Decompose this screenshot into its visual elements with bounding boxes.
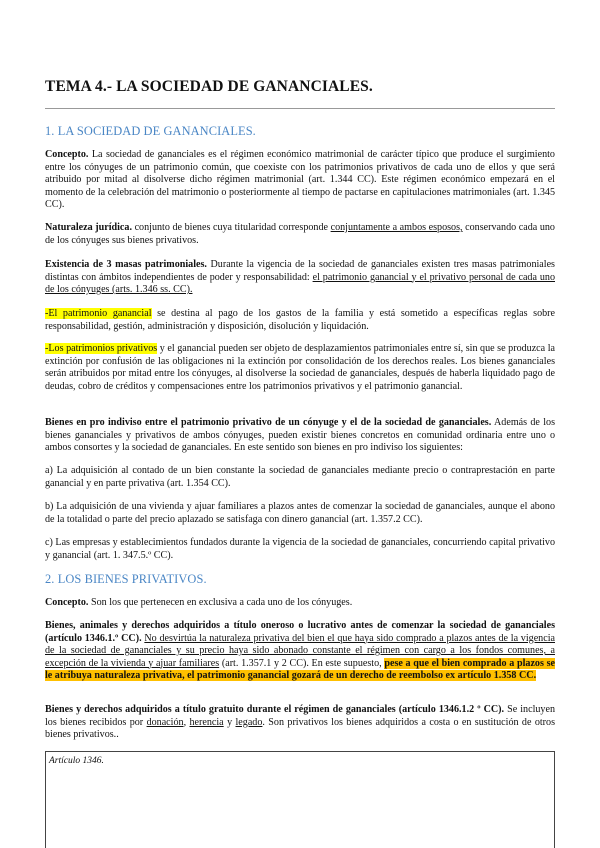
ganancial-highlight: -El patrimonio ganancial bbox=[45, 308, 152, 319]
naturaleza-label: Naturaleza jurídica. bbox=[45, 222, 132, 233]
concepto-label: Concepto. bbox=[45, 149, 89, 160]
title-divider bbox=[45, 108, 555, 109]
privativos-highlight: -Los patrimonios privativos bbox=[45, 343, 158, 354]
paragraph-naturaleza bbox=[45, 222, 555, 247]
onerosos-text: (art. 1.357.1 y 2 CC). En este supuesto, bbox=[221, 657, 382, 669]
gratuito-separator-2: y bbox=[227, 716, 233, 728]
onerosos-highlight: pese a que el bien comprado a plazos se le atribuya naturaleza privativa, el patrimonio ganancial gozará de un derecho de reembolso ex artículo 1.358 CC. bbox=[45, 657, 555, 681]
paragraph-proindiviso bbox=[45, 417, 555, 455]
paragraph-concepto bbox=[45, 149, 555, 212]
naturaleza-text-2: conservando cada uno de los cónyuges sus bienes privativos. bbox=[45, 222, 555, 246]
paragraph-patrimonios-privativos bbox=[45, 343, 555, 393]
naturaleza-underline: conjuntamente a ambos esposos, bbox=[330, 222, 463, 233]
paragraph-existencia bbox=[45, 259, 555, 297]
existencia-underline: el patrimonio ganancial y el privativo personal de cada uno de los cónyuges (arts. 1.346 ss. CC). bbox=[45, 271, 555, 295]
existencia-text: Durante la vigencia de la sociedad de gananciales existen tres masas patrimoniales distintas con ámbitos independientes de poder y responsabilidad: bbox=[45, 259, 555, 283]
page-title: TEMA 4.- LA SOCIEDAD DE GANANCIALES. bbox=[45, 78, 373, 95]
article-quote-label: Artículo 1346. bbox=[49, 756, 104, 766]
ganancial-text: se destina al pago de los gastos de la familia y está sometido a específicas reglas sobre responsabilidad, gestión, administración y disposición, disolución y liquidación. bbox=[45, 308, 556, 332]
section-heading-privativos: 2. LOS BIENES PRIVATIVOS. bbox=[45, 572, 207, 586]
paragraph-gratuito bbox=[45, 704, 555, 742]
link-donacion: donación bbox=[146, 716, 184, 728]
naturaleza-text: conjunto de bienes cuya titularidad corresponde bbox=[134, 222, 329, 233]
gratuito-label: Bienes y derechos adquiridos a título gratuito durante el régimen de gananciales (artículo 1346.1.2 º CC). bbox=[45, 704, 505, 715]
gratuito-separator-1: , bbox=[183, 716, 187, 728]
section-heading-sociedad: 1. LA SOCIEDAD DE GANANCIALES. bbox=[45, 124, 256, 138]
concepto-privativos-text: Son los que pertenecen en exclusiva a cada uno de los cónyuges. bbox=[91, 597, 353, 608]
gratuito-text: Se incluyen los bienes recibidos por bbox=[45, 704, 556, 728]
paragraph-onerosos bbox=[45, 620, 555, 683]
paragraph-patrimonio-ganancial bbox=[45, 308, 555, 333]
link-legado: legado bbox=[235, 716, 263, 728]
existencia-label: Existencia de 3 masas patrimoniales. bbox=[45, 259, 207, 270]
list-item-c: c) Las empresas y establecimientos fundados durante la vigencia de la sociedad de gananciales, concurriendo capital privativo y ganancial (art. 1. 347.5.º CC). bbox=[45, 537, 555, 561]
gratuito-text-2: . Son privativos los bienes adquiridos a costa o en sustitución de otros bienes privativos.. bbox=[45, 716, 556, 740]
concepto-privativos-label: Concepto. bbox=[45, 597, 89, 608]
paragraph-concepto-privativos bbox=[45, 597, 555, 610]
privativos-text: y el ganancial pueden ser objeto de desplazamientos patrimoniales entre sí, sin que se produzca la extinción por confusión de las obligaciones ni la extinción por consolidación de los derechos reales. Los bienes gananciales serán atribuidos por mitad entre los cónyuges, al disolverse la sociedad de gananciales, después de haberla liquidado pago de deudas, cobro de créditos y compensaciones entre los patrimonios privativos y el patrimonio ganancial. bbox=[45, 343, 555, 392]
link-herencia: herencia bbox=[189, 716, 224, 728]
onerosos-underline: No desvirtúa la naturaleza privativa del bien el que haya sido comprado a plazos antes de la vigencia de la sociedad de gananciales y su precio haya sido abonado constante el régimen con cargo a los fondos comunes, a excepción de la vivienda y ajuar familiares bbox=[45, 632, 555, 669]
proindiviso-text: Además de los bienes gananciales y privativos de ambos cónyuges, pueden existir bienes concretos en comunidad ordinaria entre uno o ambos consortes y la sociedad de gananciales. En este sentido son bienes en pro indiviso los siguientes: bbox=[45, 417, 555, 453]
list-item-a: a) La adquisición al contado de un bien constante la sociedad de gananciales mediante precio o contraprestación en parte ganancial y en parte privativa (art. 1.354 CC). bbox=[45, 465, 555, 489]
article-quote-box bbox=[45, 751, 555, 848]
concepto-text: La sociedad de gananciales es el régimen económico matrimonial de carácter típico que produce el surgimiento entre los cónyuges de un patrimonio común, que coexiste con los patrimonios privativos de cada uno de ellos y que será atribuido por mitad al disolverse dicho régimen matrimonial (art. 1.344 CC). Este régimen económico empezará en el momento de la celebración del matrimonio o posteriormente al tiempo de pactarse en capitulaciones matrimoniales (art. 1.345 CC). bbox=[45, 149, 555, 210]
onerosos-label: Bienes, animales y derechos adquiridos a título oneroso o lucrativo antes de comenzar la sociedad de gananciales (artículo 1346.1.º CC). bbox=[45, 620, 555, 644]
list-item-b: b) La adquisición de una vivienda y ajuar familiares a plazos antes de comenzar la sociedad de gananciales, aunque el abono de la totalidad o parte del precio aplazado se satisfaga con dinero ganancial (art. 1.357.2 CC). bbox=[45, 501, 555, 525]
proindiviso-label: Bienes en pro indiviso entre el patrimonio privativo de un cónyuge y el de la sociedad de gananciales. bbox=[45, 417, 492, 428]
